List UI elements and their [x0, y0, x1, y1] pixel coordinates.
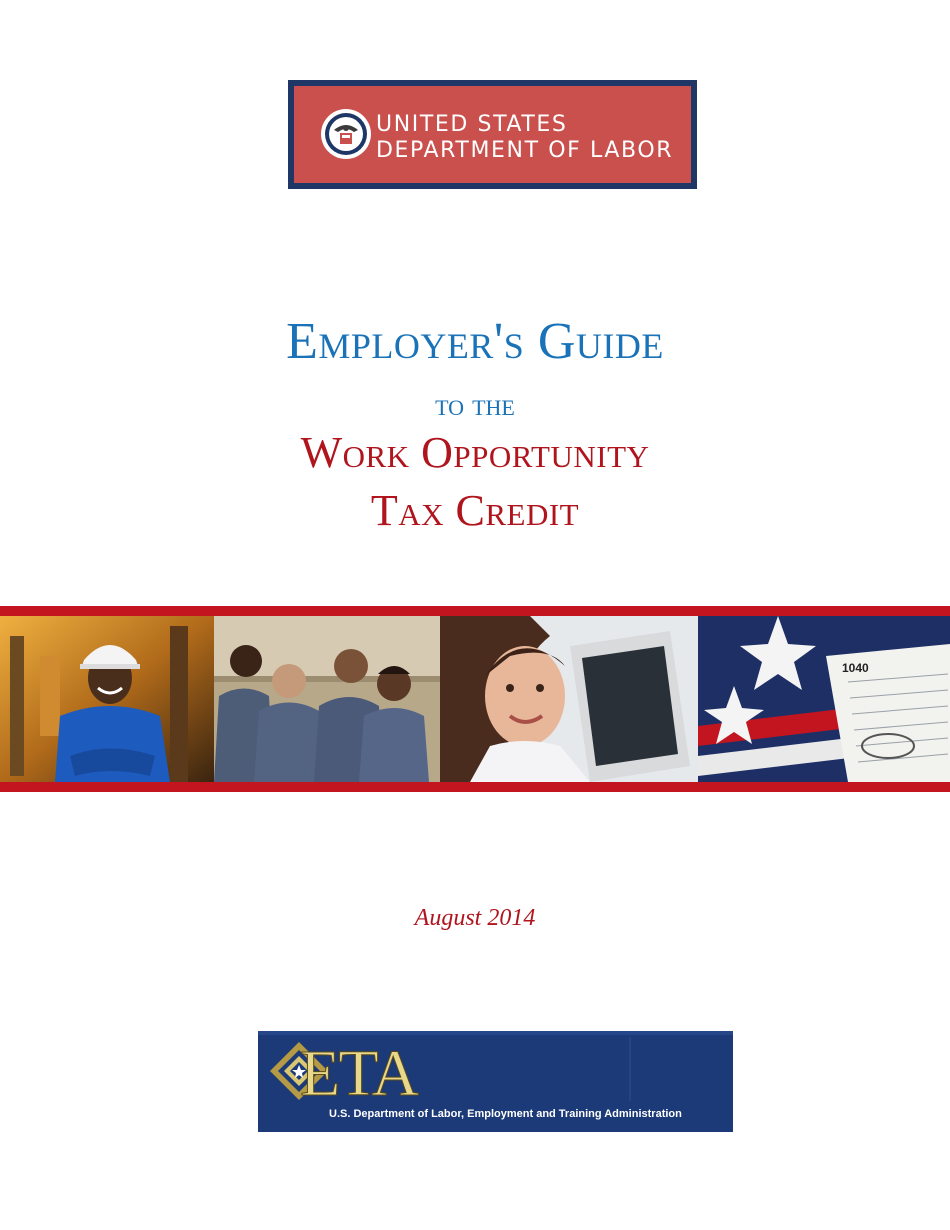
dol-logo-panel: [294, 86, 691, 183]
photo-flag-tax-form: [698, 616, 950, 782]
eta-caption: U.S. Department of Labor, Employment and Training Administration: [329, 1108, 682, 1120]
photo-worker-hard-hat: [0, 616, 214, 782]
photo-strip: [0, 606, 950, 792]
title-line-4: Tax Credit: [370, 486, 580, 535]
photo-uniformed-workers: [214, 616, 440, 782]
strip-border-top: [0, 606, 950, 616]
strip-border-bottom: [0, 782, 950, 792]
title-main: Employer's Guide: [286, 313, 664, 370]
form-1040-label: 1040: [842, 661, 869, 675]
dol-logo-line2: DEPARTMENT OF LABOR: [376, 138, 674, 163]
dol-logo-line1: UNITED STATES: [376, 112, 568, 137]
title-line-3: Work Opportunity: [300, 428, 650, 477]
title-sub: to the: [435, 386, 515, 422]
dol-seal-icon: [320, 108, 372, 160]
dol-logo-banner: [288, 80, 697, 189]
publication-date: August 2014: [414, 905, 536, 931]
cover-title: [0, 300, 950, 540]
photo-woman-tablet: [440, 616, 698, 782]
eta-wordmark: ETA: [300, 1037, 418, 1110]
